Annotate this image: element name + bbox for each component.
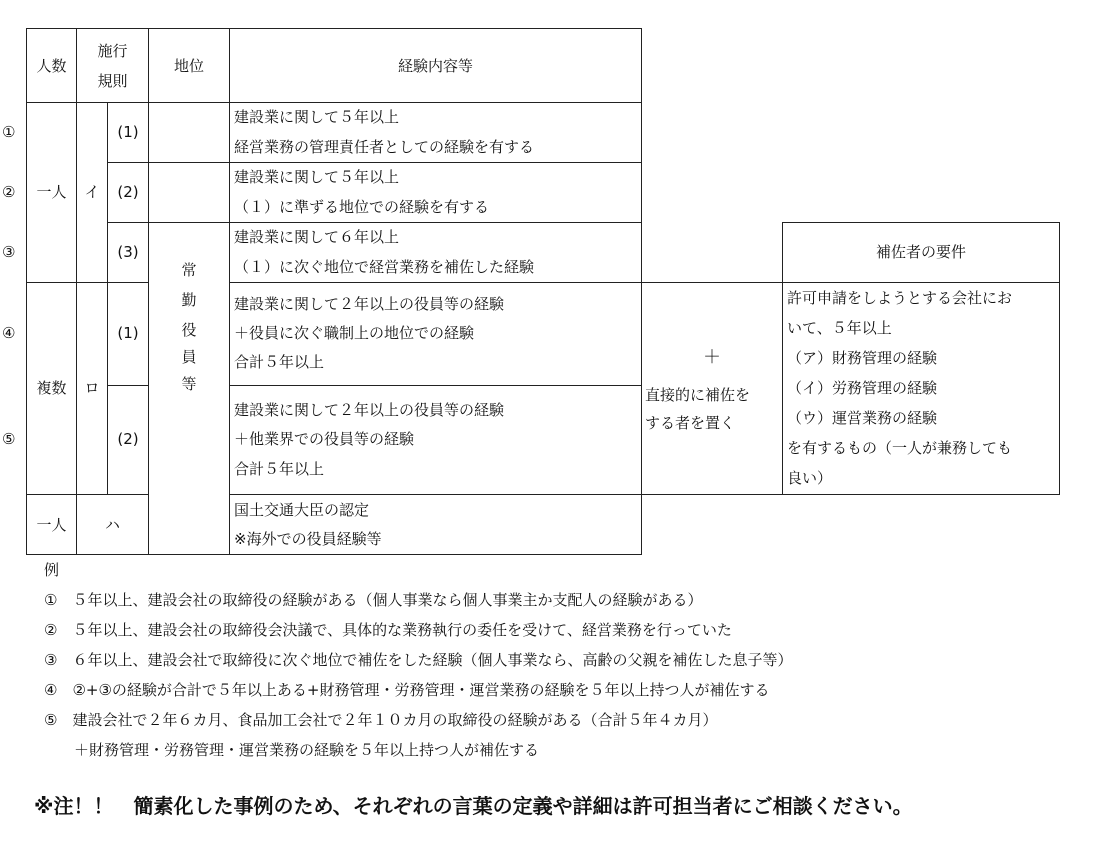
- header-rule-line1: 施行: [97, 42, 128, 60]
- assistant-line: 良い）: [787, 469, 833, 487]
- header-count: 人数: [36, 57, 67, 75]
- row-marker: ②: [2, 183, 16, 201]
- sub-label: (1): [117, 324, 139, 342]
- assistant-line: を有するもの（一人が兼務しても: [787, 439, 1013, 457]
- assistant-header: 補佐者の要件: [875, 243, 966, 261]
- experience-line: 合計５年以上: [234, 353, 325, 371]
- disclaimer-note: ※注！！ 簡素化した事例のため、それぞれの言葉の定義や詳細は許可担当者にご相談ください。: [34, 794, 913, 818]
- sub-label: (2): [117, 430, 139, 448]
- example-item: ② ５年以上、建設会社の取締役会決議で、具体的な業務執行の委任を受けて、経営業務を行っていた: [44, 621, 732, 639]
- assist-line: する者を置く: [645, 414, 736, 432]
- header-rule-line2: 規則: [97, 72, 128, 90]
- sub-label: (2): [117, 183, 139, 201]
- count-single-c: 一人: [36, 516, 67, 534]
- experience-line: ＋他業界での役員等の経験: [234, 430, 415, 448]
- experience-line: 建設業に関して２年以上の役員等の経験: [234, 295, 505, 313]
- example-item: ③ ６年以上、建設会社で取締役に次ぐ地位で補佐をした経験（個人事業なら、高齢の父親を補佐した息子等）: [44, 651, 793, 669]
- assistant-line: （ア）財務管理の経験: [787, 349, 938, 367]
- experience-line: ※海外での役員経験等: [234, 530, 382, 548]
- experience-line: ＋役員に次ぐ職制上の地位での経験: [234, 324, 475, 342]
- rule-ha: ハ: [104, 516, 120, 534]
- count-multiple: 複数: [36, 379, 67, 397]
- assistant-line: （イ）労務管理の経験: [787, 379, 938, 397]
- experience-line: 合計５年以上: [234, 460, 325, 478]
- experience-line: （１）に次ぐ地位で経営業務を補佐した経験: [234, 258, 535, 276]
- example-item: ① ５年以上、建設会社の取締役の経験がある（個人事業なら個人事業主か支配人の経験がある）: [44, 591, 703, 609]
- row-marker: ③: [2, 243, 16, 261]
- experience-line: （１）に準ずる地位での経験を有する: [234, 198, 490, 216]
- experience-line: 建設業に関して５年以上: [234, 168, 400, 186]
- example-item: ⑤ 建設会社で２年６カ月、食品加工会社で２年１０カ月の取締役の経験がある（合計５年４カ月）: [44, 711, 718, 729]
- experience-line: 国土交通大臣の認定: [234, 501, 370, 519]
- header-experience: 経験内容等: [397, 57, 473, 75]
- header-position: 地位: [173, 57, 204, 75]
- assistant-line: 許可申請をしようとする会社にお: [787, 289, 1013, 307]
- experience-line: 経営業務の管理責任者としての経験を有する: [234, 138, 535, 156]
- plus-sign: ＋: [703, 347, 721, 368]
- experience-line: 建設業に関して２年以上の役員等の経験: [234, 401, 505, 419]
- sub-label: (3): [117, 243, 139, 261]
- assistant-line: いて、５年以上: [787, 319, 892, 337]
- assist-line: 直接的に補佐を: [645, 386, 751, 404]
- rule-i: イ: [84, 183, 100, 201]
- rule-ro: ロ: [84, 379, 100, 397]
- example-item: ④ ②+③の経験が合計で５年以上ある+財務管理・労務管理・運営業務の経験を５年以上持つ人が補佐する: [44, 681, 770, 699]
- assistant-line: （ウ）運営業務の経験: [787, 409, 938, 427]
- row-marker: ④: [2, 324, 16, 342]
- row-marker: ①: [2, 123, 16, 141]
- count-single: 一人: [36, 183, 67, 201]
- sub-label: (1): [117, 123, 139, 141]
- example-item: ＋財務管理・労務管理・運営業務の経験を５年以上持つ人が補佐する: [44, 741, 540, 759]
- experience-line: 建設業に関して５年以上: [234, 108, 400, 126]
- row-marker: ⑤: [2, 430, 16, 448]
- examples-label: 例: [44, 561, 60, 579]
- experience-line: 建設業に関して６年以上: [234, 228, 400, 246]
